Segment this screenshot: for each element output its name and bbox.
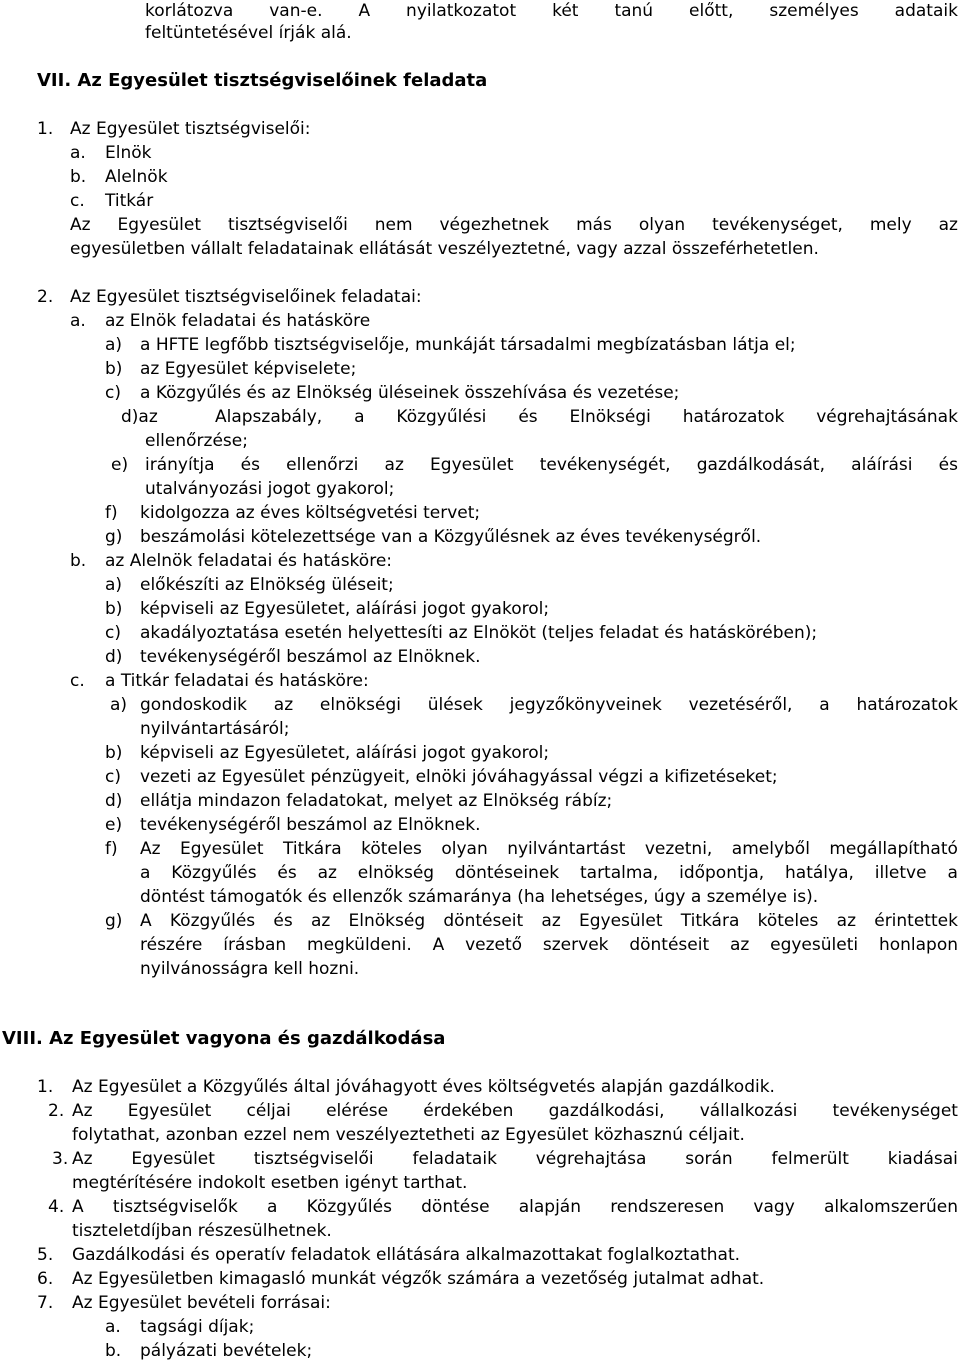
word: korlátozva xyxy=(145,1,234,21)
list-number: 4. xyxy=(48,1197,65,1217)
item-text: a HFTE legfőbb tisztségviselője, munkáját társadalmi megbízatásban látja el; xyxy=(140,335,796,355)
word: olyan xyxy=(638,215,686,235)
list-number: 1. xyxy=(37,119,54,139)
word: tisztségviselők xyxy=(112,1197,238,1217)
item-label: a) xyxy=(105,335,123,355)
sublist-title: az Alelnök feladatai és hatásköre: xyxy=(105,551,392,571)
list-number: 2. xyxy=(37,287,54,307)
sublist-title: az Elnök feladatai és hatásköre xyxy=(105,311,371,331)
word: és xyxy=(277,863,297,883)
list-item-text: megtérítésére indokolt esetben igényt tarthat. xyxy=(72,1173,468,1193)
officer-label: c. xyxy=(70,191,85,211)
word: megküldeni. xyxy=(307,935,412,955)
item-label: g) xyxy=(105,911,123,931)
word: van-e. xyxy=(269,1,323,21)
item-text: tevékenységéről beszámol az Elnöknek. xyxy=(140,815,481,835)
word: előtt, xyxy=(689,1,734,21)
list-number: 1. xyxy=(37,1077,54,1097)
word: és xyxy=(518,407,538,427)
word: illetve xyxy=(874,863,927,883)
word: az xyxy=(729,935,750,955)
officer-label: a. xyxy=(70,143,86,163)
item-label: f) xyxy=(105,839,118,859)
word: honlapon xyxy=(878,935,958,955)
item-label: c) xyxy=(105,383,121,403)
word: Elnökségi xyxy=(569,407,651,427)
item-text xyxy=(140,862,958,884)
word: végrehajtásának xyxy=(816,407,958,427)
word: az xyxy=(384,455,404,475)
word: egyesületi xyxy=(770,935,859,955)
word: részére xyxy=(140,935,203,955)
word: nem xyxy=(374,215,413,235)
item-label: b) xyxy=(105,359,123,379)
item-text: döntést támogatók és ellenzők számaránya (ha lehetséges, úgy a személye is). xyxy=(140,887,819,907)
item-text: kidolgozza az éves költségvetési tervet; xyxy=(140,503,481,523)
word: elérése xyxy=(326,1101,389,1121)
officer-name: Alelnök xyxy=(105,167,168,187)
word: az xyxy=(310,911,331,931)
sublist-label: b. xyxy=(70,551,87,571)
section-8-heading: VIII. Az Egyesület vagyona és gazdálkodása xyxy=(2,1028,446,1049)
officer-label: b. xyxy=(70,167,87,187)
word: olyan xyxy=(441,839,488,859)
word: céljai xyxy=(246,1101,291,1121)
word: vezetéséről, xyxy=(688,695,793,715)
list-item-text: Az Egyesület tisztségviselőinek feladatai: xyxy=(70,287,422,307)
word: végrehajtása xyxy=(535,1149,647,1169)
word: a xyxy=(140,863,151,883)
word: mely xyxy=(869,215,912,235)
word: Az xyxy=(140,839,161,859)
word: Közgyűlési xyxy=(396,407,487,427)
word: ülések xyxy=(427,695,483,715)
list-item-text: Az Egyesület tisztségviselői: xyxy=(70,119,311,139)
paragraph-line: egyesületben vállalt feladatainak ellátását veszélyeztetné, vagy azzal összeférhetetlen. xyxy=(70,239,819,259)
word: Egyesület xyxy=(180,839,264,859)
word: nyilvántartást xyxy=(507,839,626,859)
item-text: tevékenységéről beszámol az Elnöknek. xyxy=(140,647,481,667)
intro-line-2: feltüntetésével írják alá. xyxy=(145,23,352,43)
word: érdekében xyxy=(423,1101,514,1121)
officer-name: Titkár xyxy=(105,191,154,211)
word: végezhetnek xyxy=(439,215,550,235)
list-item-text: Az Egyesületben kimagasló munkát végzők számára a vezetőség jutalmat adhat. xyxy=(72,1269,765,1289)
word: alkalomszerűen xyxy=(823,1197,958,1217)
sublist-label: b. xyxy=(105,1341,122,1361)
sublist-label: a. xyxy=(70,311,86,331)
word: tevékenységét, xyxy=(539,455,671,475)
list-number: 7. xyxy=(37,1293,54,1313)
item-label: d) xyxy=(105,791,123,811)
word: megállapítható xyxy=(829,839,958,859)
item-text: a Közgyűlés és az Elnökség üléseinek összehívása és vezetése; xyxy=(140,383,680,403)
word: döntéseit xyxy=(443,911,524,931)
item-text: képviseli az Egyesületet, aláírási jogot gyakorol; xyxy=(140,599,550,619)
item-text: ellenőrzése; xyxy=(145,431,248,451)
word: hatálya, xyxy=(785,863,854,883)
word: jegyzőkönyveinek xyxy=(509,695,662,715)
list-item-text xyxy=(72,1148,958,1170)
word: adataik xyxy=(894,1,958,21)
item-text: akadályoztatása esetén helyettesíti az Elnököt (teljes feladat és hatáskörében); xyxy=(140,623,818,643)
word: Az xyxy=(72,1149,93,1169)
item-text xyxy=(140,910,958,932)
item-text xyxy=(145,454,958,476)
word: Közgyűlés xyxy=(306,1197,392,1217)
word: vezetni, xyxy=(644,839,713,859)
item-label: d) xyxy=(105,647,123,667)
item-text xyxy=(215,406,958,428)
list-item-text xyxy=(72,1100,958,1122)
item-label: b) xyxy=(105,599,123,619)
word: a xyxy=(819,695,830,715)
sublist-text: tagsági díjak; xyxy=(140,1317,255,1337)
word: határozatok xyxy=(682,407,785,427)
word: irányítja xyxy=(145,455,215,475)
word: A xyxy=(432,935,445,955)
word: személyes xyxy=(769,1,859,21)
word: gondoskodik xyxy=(140,695,248,715)
item-label: e) xyxy=(105,815,123,835)
word: időpontja, xyxy=(679,863,765,883)
word: nyilatkozatot xyxy=(406,1,517,21)
word: Egyesület xyxy=(131,1149,215,1169)
item-label: e) xyxy=(111,455,129,475)
word: elnökség xyxy=(357,863,435,883)
word: Alapszabály, xyxy=(215,407,323,427)
word: az xyxy=(541,911,561,931)
word: Egyesület xyxy=(127,1101,212,1121)
item-text: beszámolási kötelezettsége van a Közgyűlésnek az éves tevékenységről. xyxy=(140,527,762,547)
item-label: f) xyxy=(105,503,118,523)
word: ellenőrzi xyxy=(286,455,359,475)
list-item-text: Az Egyesület bevételi forrásai: xyxy=(72,1293,331,1313)
word: és xyxy=(938,455,958,475)
item-text: nyilvántartásáról; xyxy=(140,719,290,739)
word: vállalkozási xyxy=(699,1101,798,1121)
word: az xyxy=(317,863,337,883)
item-label: c) xyxy=(105,767,121,787)
list-number: 2. xyxy=(48,1101,65,1121)
word: aláírási xyxy=(851,455,913,475)
word: felmerült xyxy=(771,1149,849,1169)
officer-name: Elnök xyxy=(105,143,152,163)
word: Titkára xyxy=(680,911,740,931)
word: tevékenységet xyxy=(832,1101,958,1121)
word: Titkára xyxy=(283,839,342,859)
section-7-heading: VII. Az Egyesület tisztségviselőinek feladata xyxy=(37,70,488,91)
item-text: vezeti az Egyesület pénzügyeit, elnöki jóváhagyással végzi a kifizetéseket; xyxy=(140,767,778,787)
word: tevékenységet, xyxy=(712,215,843,235)
word: vagy xyxy=(753,1197,795,1217)
item-text xyxy=(140,694,958,716)
list-item-text: tiszteletdíjban részesülhetnek. xyxy=(72,1221,332,1241)
sublist-title: a Titkár feladatai és hatásköre: xyxy=(105,671,369,691)
word: Egyesület xyxy=(117,215,202,235)
word: Közgyűlés xyxy=(171,863,257,883)
word: rendszeresen xyxy=(610,1197,725,1217)
word: vezető xyxy=(465,935,523,955)
word: az xyxy=(836,911,856,931)
word: A xyxy=(72,1197,84,1217)
word: elnökségi xyxy=(319,695,401,715)
word: döntéseit xyxy=(629,935,710,955)
item-label: b) xyxy=(105,743,123,763)
item-label: d)az xyxy=(121,407,158,427)
item-text: az Egyesület képviselete; xyxy=(140,359,357,379)
paragraph-line xyxy=(70,214,958,236)
word: döntéseinek xyxy=(454,863,560,883)
item-text: nyilvánosságra kell hozni. xyxy=(140,959,360,979)
word: az xyxy=(273,695,294,715)
word: írásban xyxy=(223,935,287,955)
word: és xyxy=(273,911,293,931)
list-number: 5. xyxy=(37,1245,54,1265)
word: más xyxy=(576,215,612,235)
word: A xyxy=(358,1,371,21)
word: gazdálkodását, xyxy=(696,455,825,475)
word: amelyből xyxy=(731,839,810,859)
word: két xyxy=(552,1,579,21)
word: feladataik xyxy=(412,1149,497,1169)
word: gazdálkodási, xyxy=(548,1101,665,1121)
list-item-text: Az Egyesület a Közgyűlés által jóváhagyott éves költségvetés alapján gazdálkodik. xyxy=(72,1077,775,1097)
list-item-text: Gazdálkodási és operatív feladatok ellátására alkalmazottakat foglalkoztathat. xyxy=(72,1245,741,1265)
word: A xyxy=(140,911,152,931)
item-label: g) xyxy=(105,527,123,547)
word: Közgyűlés xyxy=(169,911,256,931)
item-text: utalványozási jogot gyakorol; xyxy=(145,479,395,499)
word: Az xyxy=(70,215,91,235)
word: Elnökség xyxy=(348,911,426,931)
list-item-text xyxy=(72,1196,958,1218)
list-item-text: folytathat, azonban ezzel nem veszélyeztetheti az Egyesület közhasznú céljait. xyxy=(72,1125,745,1145)
word: érintettek xyxy=(874,911,958,931)
item-text xyxy=(140,934,958,956)
word: tanú xyxy=(614,1,654,21)
sublist-label: c. xyxy=(70,671,85,691)
word: Egyesület xyxy=(578,911,663,931)
intro-line-1 xyxy=(145,0,958,22)
item-label: a) xyxy=(105,575,123,595)
word: tisztségviselői xyxy=(227,215,348,235)
item-text: ellátja mindazon feladatokat, melyet az Elnökség rábíz; xyxy=(140,791,613,811)
word: az xyxy=(938,215,958,235)
word: köteles xyxy=(757,911,819,931)
word: határozatok xyxy=(856,695,958,715)
item-label: c) xyxy=(105,623,121,643)
sublist-text: pályázati bevételek; xyxy=(140,1341,313,1361)
word: döntése xyxy=(421,1197,490,1217)
word: a xyxy=(354,407,365,427)
word: Az xyxy=(72,1101,93,1121)
word: tisztségviselői xyxy=(253,1149,374,1169)
sublist-label: a. xyxy=(105,1317,121,1337)
word: során xyxy=(685,1149,733,1169)
item-text: képviseli az Egyesületet, aláírási jogot gyakorol; xyxy=(140,743,550,763)
word: és xyxy=(240,455,260,475)
word: köteles xyxy=(361,839,422,859)
word: tartalma, xyxy=(579,863,659,883)
word: alapján xyxy=(518,1197,581,1217)
word: kiadásai xyxy=(887,1149,958,1169)
word: szervek xyxy=(542,935,609,955)
word: a xyxy=(947,863,958,883)
list-number: 6. xyxy=(37,1269,54,1289)
word: Egyesület xyxy=(430,455,514,475)
word: a xyxy=(267,1197,278,1217)
item-text: előkészíti az Elnökség üléseit; xyxy=(140,575,394,595)
list-number: 3. xyxy=(52,1149,69,1169)
item-label: a) xyxy=(110,695,128,715)
item-text xyxy=(140,838,958,860)
